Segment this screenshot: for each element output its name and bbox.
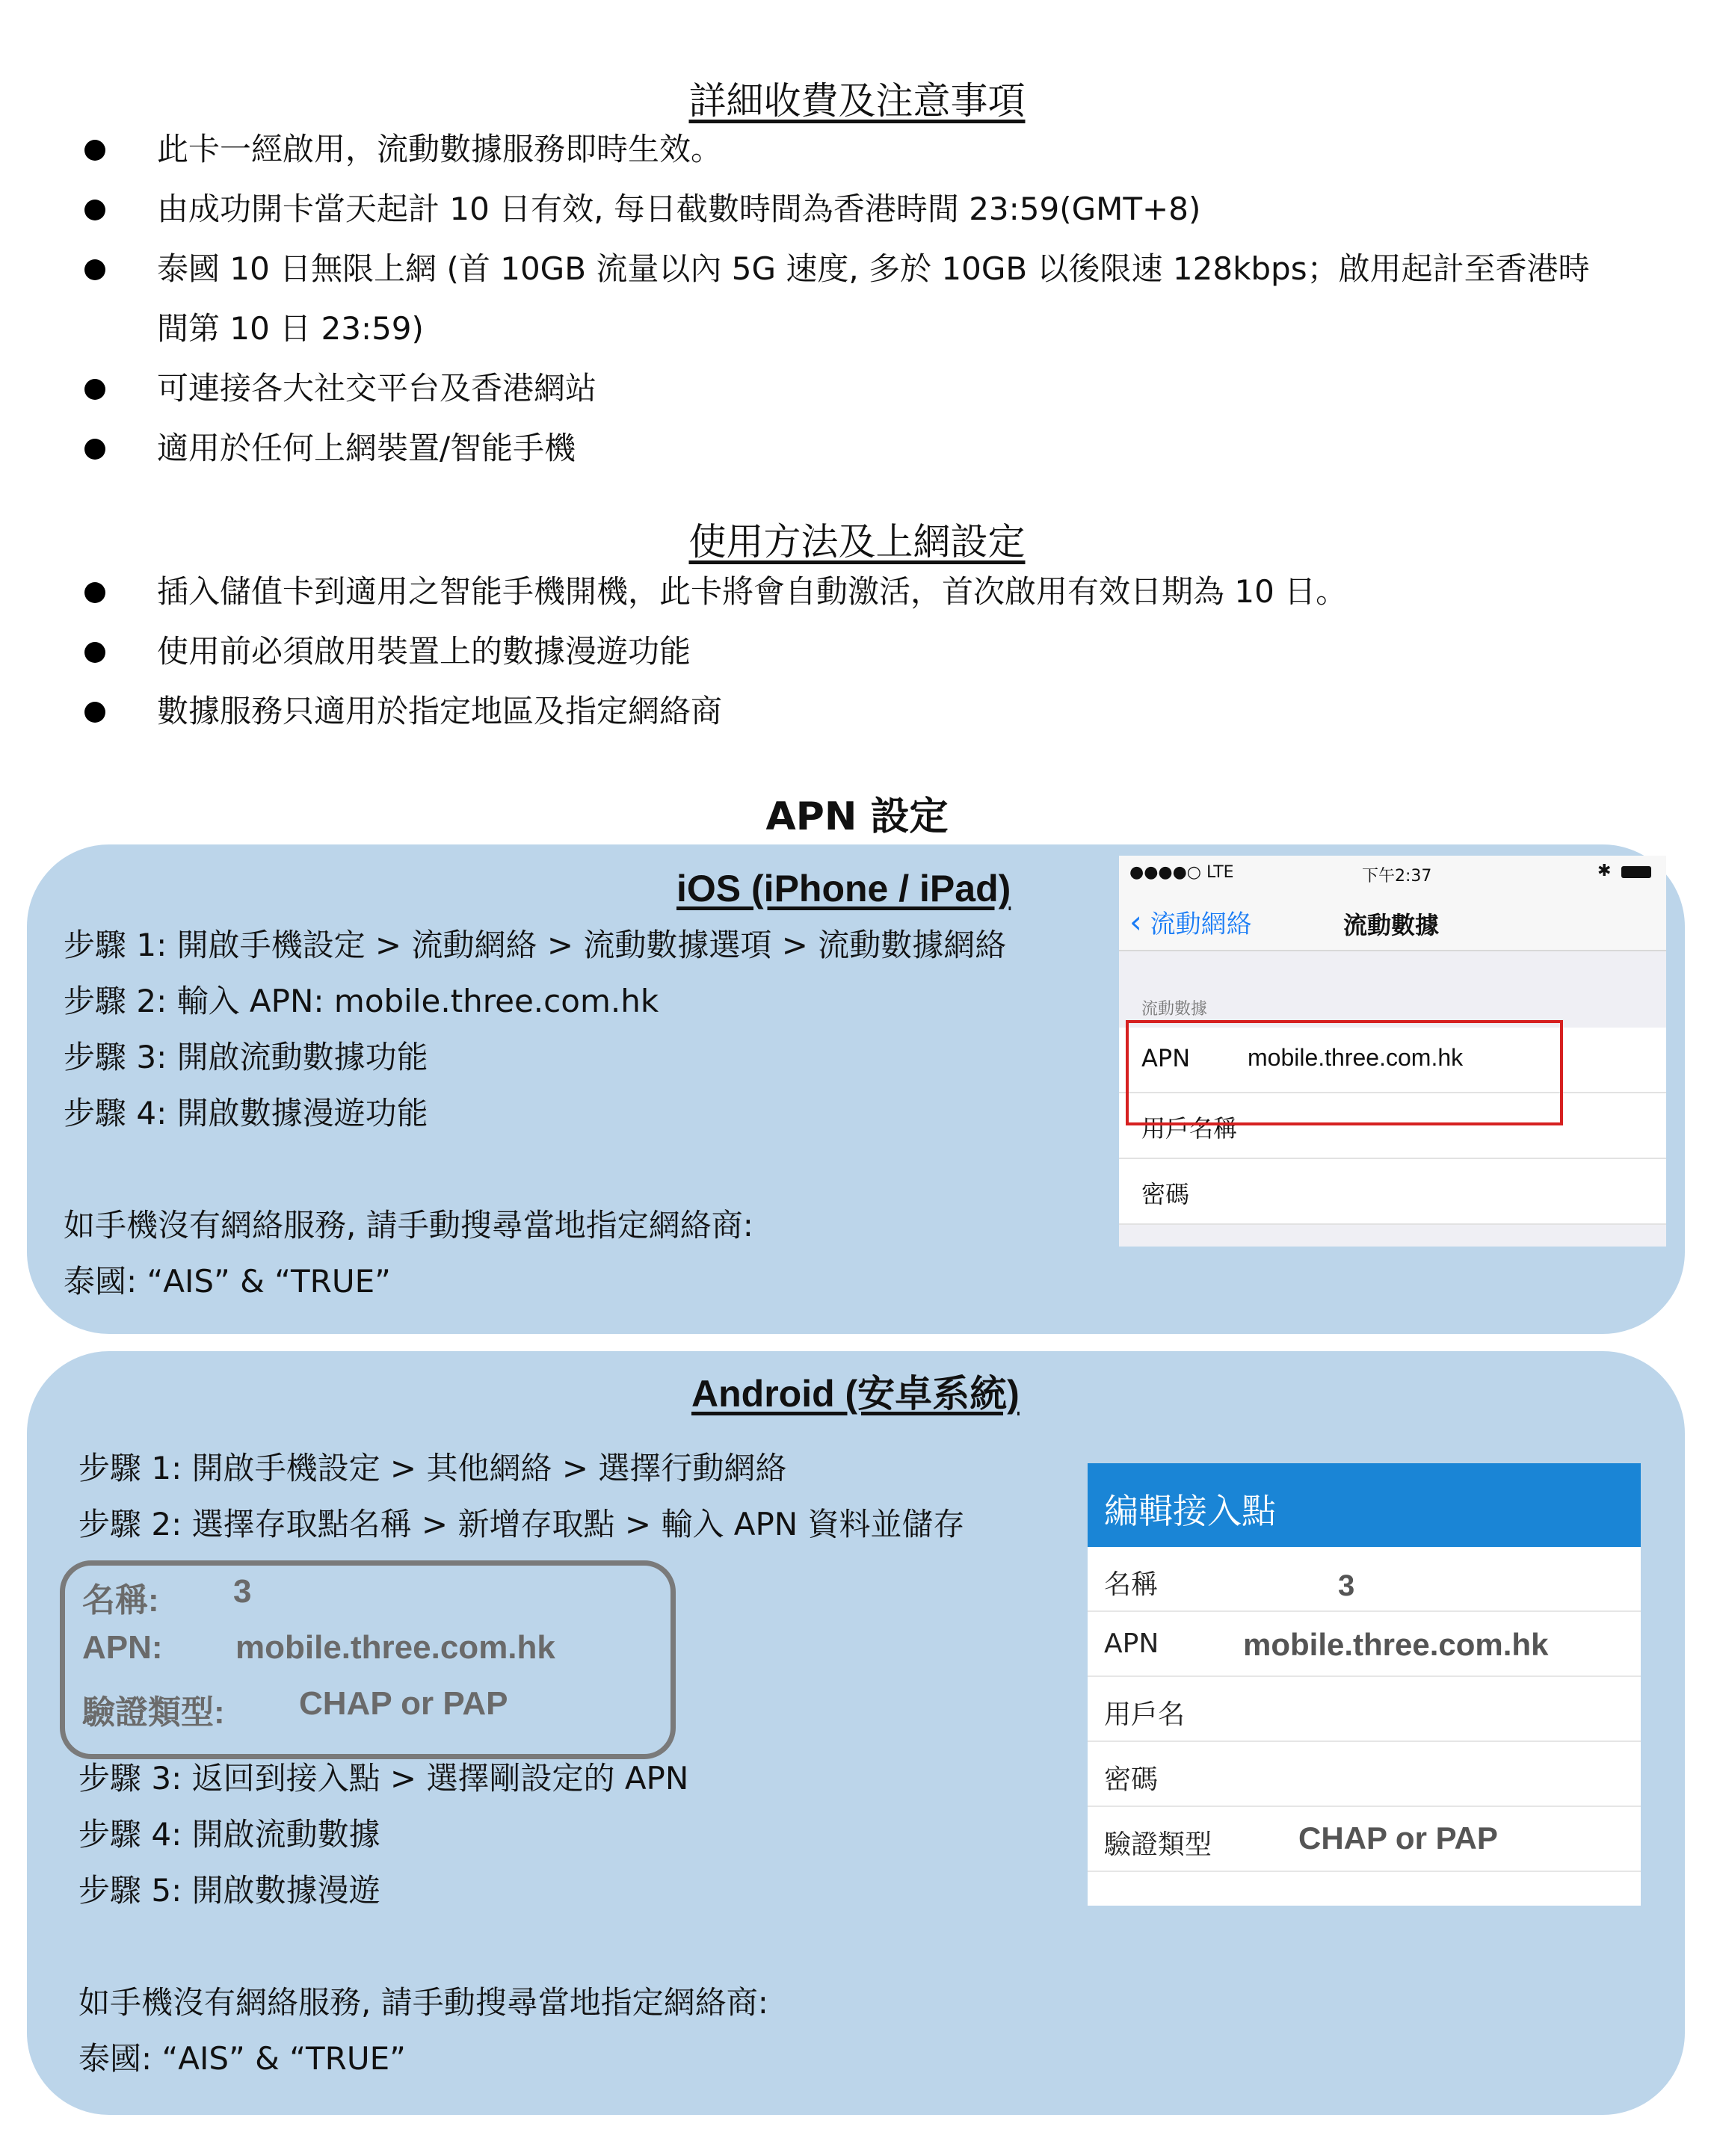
apn-settings-title: APN 設定 (765, 794, 949, 839)
status-bar (1119, 856, 1666, 890)
clock: 下午2:37 (1362, 867, 1432, 886)
list-item (78, 120, 1686, 179)
list-item-text: 使用前必須啟用裝置上的數據漫遊功能 (157, 633, 691, 670)
bullet-icon (84, 379, 105, 400)
usage-list (78, 562, 1686, 741)
list-item (78, 179, 1686, 239)
list-item (78, 562, 1686, 622)
header-bar (1088, 1463, 1641, 1547)
username-row[interactable] (1088, 1677, 1641, 1742)
bullet-icon (84, 582, 105, 603)
ios-step-1: 步驟 1: 開啟手機設定 > 流動網絡 > 流動數據選項 > 流動數據網絡 (64, 927, 1007, 963)
charges-heading: 詳細收費及注意事項 (688, 79, 1026, 123)
list-item-text: 可連接各大社交平台及香港網站 (157, 370, 597, 407)
nav-title: 流動數據 (1343, 911, 1440, 939)
auth-type-value: CHAP or PAP (1298, 1820, 1498, 1856)
ios-step-3: 步驟 3: 開啟流動數據功能 (64, 1039, 428, 1075)
ios-step-4: 步驟 4: 開啟數據漫遊功能 (64, 1095, 428, 1131)
config-apn-value: mobile.three.com.hk (235, 1629, 555, 1666)
list-item (78, 418, 1686, 478)
apn-value: mobile.three.com.hk (1248, 1044, 1464, 1071)
usage-heading: 使用方法及上網設定 (688, 520, 1026, 563)
apn-label: APN (1104, 1628, 1159, 1659)
bullet-icon (84, 702, 105, 723)
battery-icon (1621, 866, 1651, 878)
list-item-text: 泰國 10 日無限上網 (首 10GB 流量以內 5G 速度, 多於 10GB 以後限速 128kbps；啟用起計至香港時 (157, 250, 1590, 287)
list-item-text: 由成功開卡當天起計 10 日有效, 每日截數時間為香港時間 23:59(GMT+8) (157, 191, 1201, 227)
list-item (78, 622, 1686, 682)
nav-bar (1119, 890, 1666, 951)
bullet-icon (84, 140, 105, 161)
header-title: 編輯接入點 (1104, 1491, 1276, 1531)
list-item (78, 359, 1686, 418)
ios-step-2: 步驟 2: 輸入 APN: mobile.three.com.hk (64, 983, 659, 1019)
password-row[interactable] (1088, 1742, 1641, 1807)
username-label: 用戶名 (1104, 1699, 1186, 1730)
android-step-3: 步驟 3: 返回到接入點 > 選擇剛設定的 APN (78, 1760, 689, 1797)
list-item-text: 間第 10 日 23:59) (157, 310, 424, 347)
bullet-icon (84, 200, 105, 220)
android-note: 如手機沒有網絡服務, 請手動搜尋當地指定網絡商: (78, 1984, 768, 2021)
ios-title: iOS (iPhone / iPad) (676, 868, 1011, 909)
username-label: 用戶名稱 (1141, 1114, 1238, 1143)
back-label: 流動網絡 (1150, 909, 1252, 939)
config-auth-label: 驗證類型: (82, 1694, 225, 1731)
name-row[interactable] (1088, 1547, 1641, 1612)
android-step-5: 步驟 5: 開啟數據漫遊 (78, 1872, 380, 1909)
apn-value: mobile.three.com.hk (1243, 1627, 1549, 1662)
list-item-text: 此卡一經啟用，流動數據服務即時生效。 (157, 131, 723, 167)
auth-type-row[interactable] (1088, 1807, 1641, 1872)
password-label: 密碼 (1104, 1764, 1159, 1795)
list-item (78, 239, 1686, 299)
android-apn-screenshot (1088, 1463, 1641, 1906)
section-label: 流動數據 (1141, 1000, 1208, 1019)
bullet-icon (84, 642, 105, 663)
bluetooth-icon: ✱ (1597, 862, 1612, 880)
config-apn-label: APN: (82, 1629, 163, 1666)
android-operators: 泰國: “AIS” & “TRUE” (78, 2040, 406, 2077)
password-label: 密碼 (1141, 1180, 1190, 1208)
android-title: Android (安卓系統) (691, 1373, 1020, 1415)
list-item-text: 適用於任何上網裝置/智能手機 (157, 430, 576, 466)
chevron-left-icon: ‹ (1129, 904, 1142, 940)
android-step-1: 步驟 1: 開啟手機設定 > 其他網絡 > 選擇行動網絡 (78, 1450, 787, 1486)
config-name-value: 3 (233, 1573, 252, 1610)
charges-list (78, 120, 1686, 478)
password-row[interactable] (1119, 1159, 1666, 1225)
config-auth-value: CHAP or PAP (299, 1685, 508, 1722)
ios-operators: 泰國: “AIS” & “TRUE” (64, 1263, 391, 1300)
apn-row[interactable] (1088, 1612, 1641, 1677)
bullet-icon (84, 259, 105, 280)
name-value: 3 (1338, 1569, 1355, 1602)
ios-note: 如手機沒有網絡服務, 請手動搜尋當地指定網絡商: (64, 1207, 753, 1244)
apn-label: APN (1141, 1044, 1191, 1072)
name-label: 名稱 (1104, 1569, 1159, 1600)
auth-type-label: 驗證類型 (1104, 1829, 1212, 1860)
list-item (78, 682, 1686, 741)
apn-highlight-box (1126, 1020, 1563, 1125)
signal-indicator: ●●●●○ LTE (1129, 863, 1234, 882)
android-step-2: 步驟 2: 選擇存取點名稱 > 新增存取點 > 輸入 APN 資料並儲存 (78, 1506, 965, 1542)
list-item-text: 數據服務只適用於指定地區及指定網絡商 (157, 693, 723, 729)
list-item-continuation (78, 299, 1686, 359)
bullet-icon (84, 439, 105, 460)
back-button[interactable] (1129, 904, 1252, 940)
list-item-text: 插入儲值卡到適用之智能手機開機，此卡將會自動激活，首次啟用有效日期為 10 日。 (157, 573, 1348, 610)
android-step-4: 步驟 4: 開啟流動數據 (78, 1816, 380, 1853)
config-name-label: 名稱: (82, 1582, 159, 1619)
